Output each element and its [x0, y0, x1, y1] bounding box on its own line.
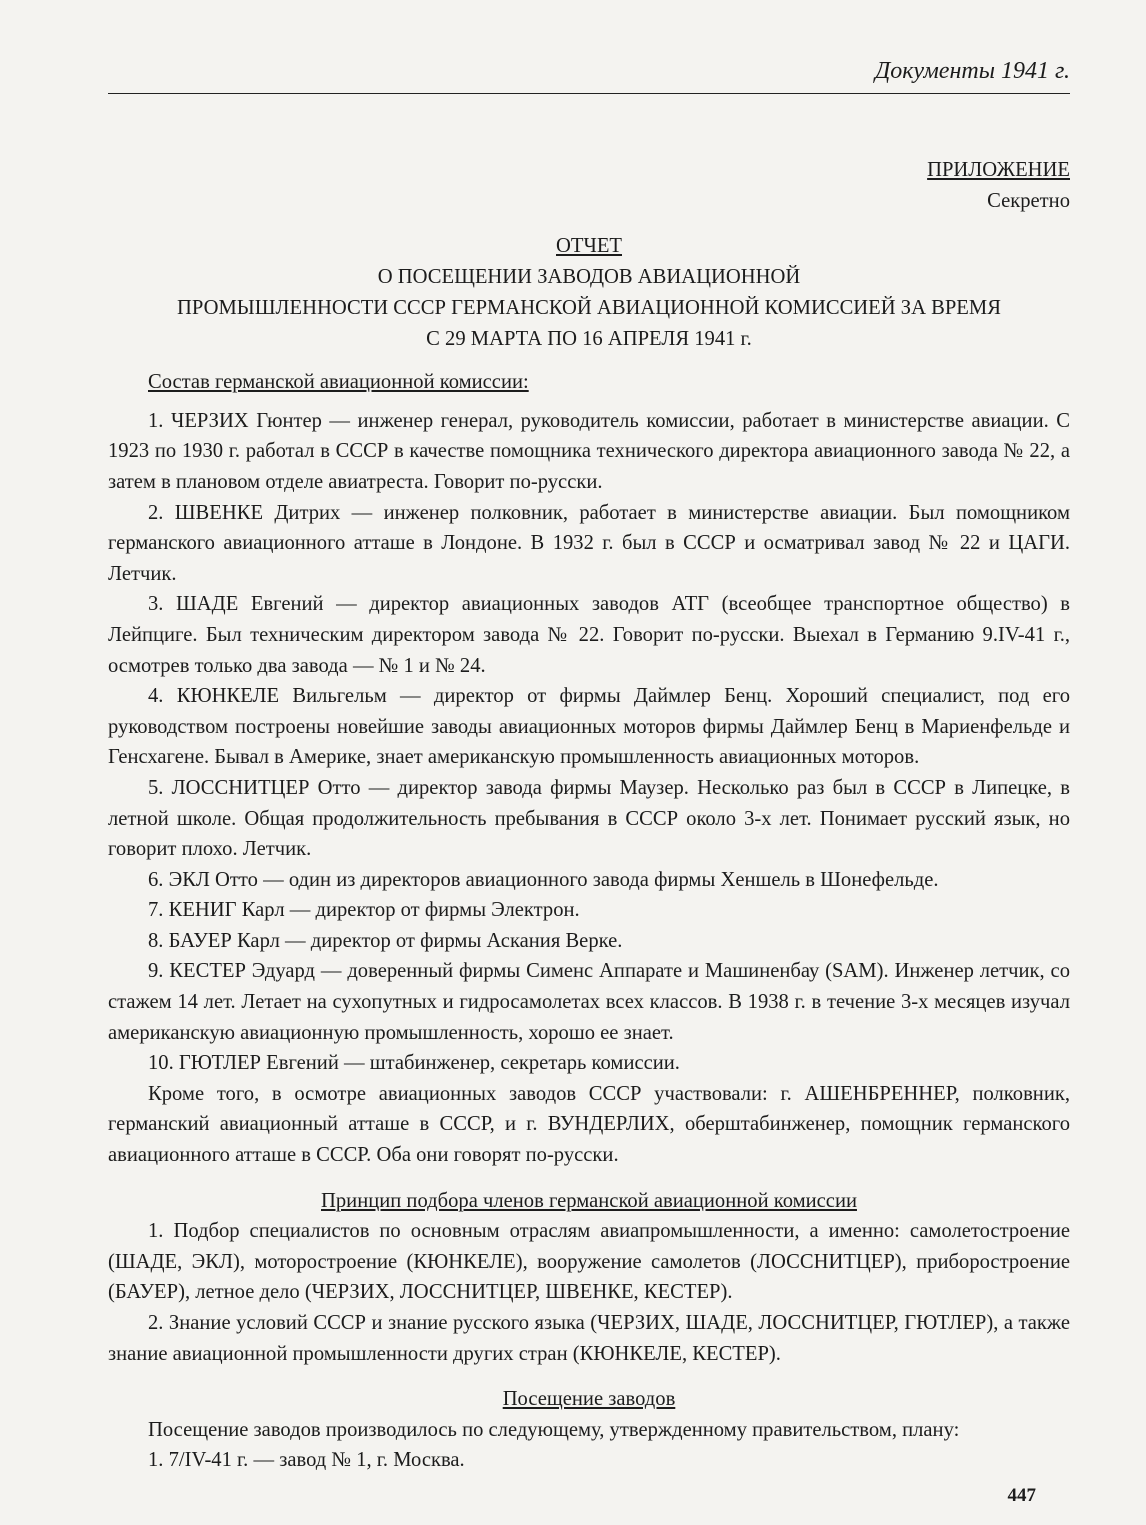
report-subtitle-line: С 29 МАРТА ПО 16 АПРЕЛЯ 1941 г.	[426, 328, 752, 351]
document-body	[108, 155, 1070, 1476]
member-paragraph: 4. КЮНКЕЛЕ Вильгельм — директор от фирмы Даймлер Бенц. Хороший специалист, под его руководством построены новейшие заводы авиационных моторов фирмы Даймлер Бенц в Мариенфельде и Генсхагене. Бывал в Америке, знает американскую промышленность авиационных моторов.	[108, 685, 1070, 769]
appendix-label: ПРИЛОЖЕНИЕ	[927, 159, 1070, 181]
selection-point: 1. Подбор специалистов по основным отраслям авиапромышленности, а именно: самолетостроение (ШАДЕ, ЭКЛ), моторостроение (КЮНКЕЛЕ), вооружение самолетов (ЛОССНИТЦЕР), приборостроение (БАУЕР), летное дело (ЧЕРЗИХ, ЛОССНИТЦЕР, ШВЕНКЕ, КЕСТЕР).	[108, 1220, 1070, 1304]
composition-heading: Состав германской авиационной комиссии:	[148, 371, 529, 394]
member-paragraph: 9. КЕСТЕР Эдуард — доверенный фирмы Сименс Аппарате и Машиненбау (SAM). Инженер летчик, со стажем 14 лет. Летает на сухопутных и гидросамолетах всех классов. В 1938 г. в течение 3-х месяцев изучал американскую авиационную промышленность, хорошо ее знает.	[108, 960, 1070, 1044]
selection-heading: Принцип подбора членов германской авиационной комиссии	[321, 1189, 857, 1212]
report-title-block	[108, 231, 1070, 355]
page-number: 447	[1007, 1485, 1036, 1506]
member-paragraph: 2. ШВЕНКЕ Дитрих — инженер полковник, работает в министерстве авиации. Был помощником германского авиационного атташе в Лондоне. В 1932 г. был в СССР и осматривал завод № 22 и ЦАГИ. Летчик.	[108, 501, 1070, 585]
classification-label: Секретно	[987, 189, 1070, 212]
member-paragraph: 10. ГЮТЛЕР Евгений — штабинженер, секретарь комиссии.	[148, 1052, 680, 1075]
member-paragraph: 1. ЧЕРЗИХ Гюнтер — инженер генерал, руководитель комиссии, работает в министерстве авиации. С 1923 по 1930 г. работал в СССР в качестве помощника технического директора авиационного завода № 22, а затем в плановом отделе авиатреста. Говорит по-русски.	[108, 409, 1070, 493]
header-rule	[108, 93, 1070, 94]
visits-heading: Посещение заводов	[502, 1388, 676, 1411]
visits-first-item: 1. 7/IV-41 г. — завод № 1, г. Москва.	[148, 1449, 465, 1472]
report-title: ОТЧЕТ	[556, 235, 622, 258]
report-subtitle-line: О ПОСЕЩЕНИИ ЗАВОДОВ АВИАЦИОННОЙ	[377, 266, 801, 289]
running-head: Документы 1941 г.	[874, 58, 1070, 84]
selection-point: 2. Знание условий СССР и знание русского языка (ЧЕРЗИХ, ШАДЕ, ЛОССНИТЦЕР, ГЮТЛЕР), а также знание авиационной промышленности других стран (КЮНКЕЛЕ, КЕСТЕР).	[108, 1312, 1070, 1365]
visits-intro: Посещение заводов производилось по следующему, утвержденному правительством, плану:	[148, 1418, 960, 1441]
member-paragraph: 3. ШАДЕ Евгений — директор авиационных заводов АТГ (всеобщее транспортное общество) в Лейпциге. Был техническим директором завода № 22. Говорит по-русски. Выехал в Германию 9.IV-41 г., осмотрев только два завода — № 1 и № 24.	[108, 593, 1070, 677]
member-paragraph: 7. КЕНИГ Карл — директор от фирмы Электрон.	[148, 899, 580, 922]
member-paragraph: 6. ЭКЛ Отто — один из директоров авиационного завода фирмы Хеншель в Шонефельде.	[148, 868, 939, 891]
report-subtitle-line: ПРОМЫШЛЕННОСТИ СССР ГЕРМАНСКОЙ АВИАЦИОННОЙ КОМИССИЕЙ ЗА ВРЕМЯ	[177, 297, 1001, 320]
member-paragraph: 8. БАУЕР Карл — директор от фирмы Аскания Верке.	[148, 929, 623, 952]
additional-note: Кроме того, в осмотре авиационных заводов СССР участвовали: г. АШЕНБРЕННЕР, полковник, германский авиационный атташе в СССР, и г. ВУНДЕРЛИХ, оберштабинженер, помощник германского авиационного атташе в СССР. Оба они говорят по-русски.	[108, 1082, 1070, 1167]
member-paragraph: 5. ЛОССНИТЦЕР Отто — директор завода фирмы Маузер. Несколько раз был в СССР в Липецке, в летной школе. Общая продолжительность пребывания в СССР около 3-х лет. Понимает русский язык, но говорит плохо. Летчик.	[108, 776, 1070, 861]
